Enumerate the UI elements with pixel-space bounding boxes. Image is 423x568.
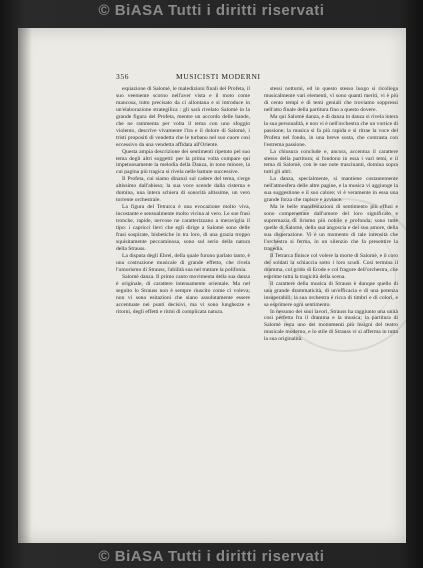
book-page [18,28,406,543]
watermark-top: © BiASA Tutti i diritti riservati [98,2,325,19]
watermark-bottom: © BiASA Tutti i diritti riservati [98,548,325,565]
paragraph: espiazione di Salomè, le maledizioni finali del Profeta, il suo veemente scorno nell'aver vista e il moto come mancosa, tutto precisato da ci allontana e si introduce in un'elaborazione strategilica : gli sarà rivelato Salomè in la grande figura del Profeta, mentre un accordo delle bande, che ne rammenta per volta il tema con uno sfoggio violento, descrive vivamente l'ira e il dolore di Salomè, i tristi propositi di vendetta che le turbano nel suo cuore così eccessivo da una vendetta affidata all'Oriente. [116,86,250,148]
page-header [116,72,396,82]
left-column [116,86,250,536]
paragraph: stessi notturni, ed in questo stesso luogo si ricollega musicalmente vari elementi, vi sono quanti meriti, vi è più di cento tempi e di temi geniali che troviamo soppressi nell'atto finale della partitura fino a questo dovere. [264,86,398,113]
running-title: MUSICISTI MODERNI [176,72,261,81]
paragraph: In nessuno dei suoi lavori, Strauss ha raggiunto una unità così perfetta fra il dramma e la musica; la partitura di Salomè resta uno dei monumenti più insigni del teatro musicale moderno, e lo stile di Strauss vi si afferma in tutta la sua originalità. [264,308,398,343]
paragraph: Questa ampia descrizione dei sentimenti ripetuto pel suo tema degli altri soggetti: per la prima volta compare qui impetuosamente la melodia della Danza, in tono minore, la cui pagina più tragica si rivela nelle battute successive. [116,148,250,176]
paragraph: La figura del Tetrarca è una evocazione molto viva, incostante e sensualmente molto vicina al vero. Le sue frasi tronche, rapide, nervose ne caratterizzano a meraviglia il tipo: i capricci lievi che egli dirige a Salomè sono delle frasi sospirate, bisbetiche in tra loro, di una grazia troppo squisitamente peccaminosa, sono sul serio della natura della Strauss. [116,204,250,252]
paragraph: Ma qui Salomè danza, e di danza in danza si rivela intera la sua personalità, e non vi è nell'orchestra che un vortice di passione; la musica si fa più rapida e si ritrae la voce del Profeta nel fondo, in una breve sosta, che contrasta con l'estrema passione. [264,113,398,148]
right-column [264,86,398,536]
paragraph: Ma le belle manifestazioni di sentimento più effusi e sono compenetrate dall'umore del loro significato e supremazia di lirismo più nobile e profonda; sono tutte quelle di Salomè, della sua angoscia e del suo amore, della sua disperazione. Vi è un momento di tale intensità che l'orchestra si ferma, in un silenzio che fa presentire la tragedia. [264,204,398,252]
paragraph: La disputa degli Ebrei, della quale furono parlato tanto, è una costruzione musicale di grande effetto, che rivela l'umorismo di Strauss, l'abilità sua nel trattare la polifonia. [116,252,250,273]
paragraph: La danza, specialmente, si mantiene costantemente nell'atmosfera delle altre pagine, e la musica vi aggiunge la sua suggestione e il suo calore; vi è veramente in essa una grande forza che rapisce e avvince. [264,176,398,204]
page-number: 356 [116,72,130,81]
paragraph: Il Profeta, cui siamo dinanzi sul cadere del tema, s'erge altissimo dall'abisso; la sua voce scende dalla cisterna e domina, una intera schiera di sonorità altissime, un vero torrente orchestrale. [116,176,250,204]
paragraph: Salomè danza. Il primo canto movimenta della sua danza è originale, di carattere intensamente orientale. Ma nel seguito lo Strauss non è sempre riuscito come ci voleva; non vi sono esitazioni che siano assolutamente essere accentuate nei punti decisivi, ma vi sono lunghezze e ritorni, degli effetti e ritmi di complicata natura. [116,273,250,315]
text-columns [116,86,398,536]
paragraph: La chiusura conclude e, ancora, accentua il carattere stesso della partitura; si fondono in essa i vari temi, e il tema di Salomè, con le sue note trascinanti, domina sopra tutti gli altri. [264,148,398,176]
paragraph: Il Tetrarca finisce col volere la morte di Salomè, e il coro dei soldati la schiaccia sotto i loro scudi. Così termina il dramma, col grido di Erode e col fragore dell'orchestra, che esprime tutta la tragicità della scena. [264,252,398,280]
paragraph: Il carattere della musica di Strauss è dunque quello di una grande drammaticità, di un'efficacia e di una potenza insuperabili; la sua orchestra è ricca di timbri e di colori, e sa esprimere ogni sentimento. [264,280,398,308]
